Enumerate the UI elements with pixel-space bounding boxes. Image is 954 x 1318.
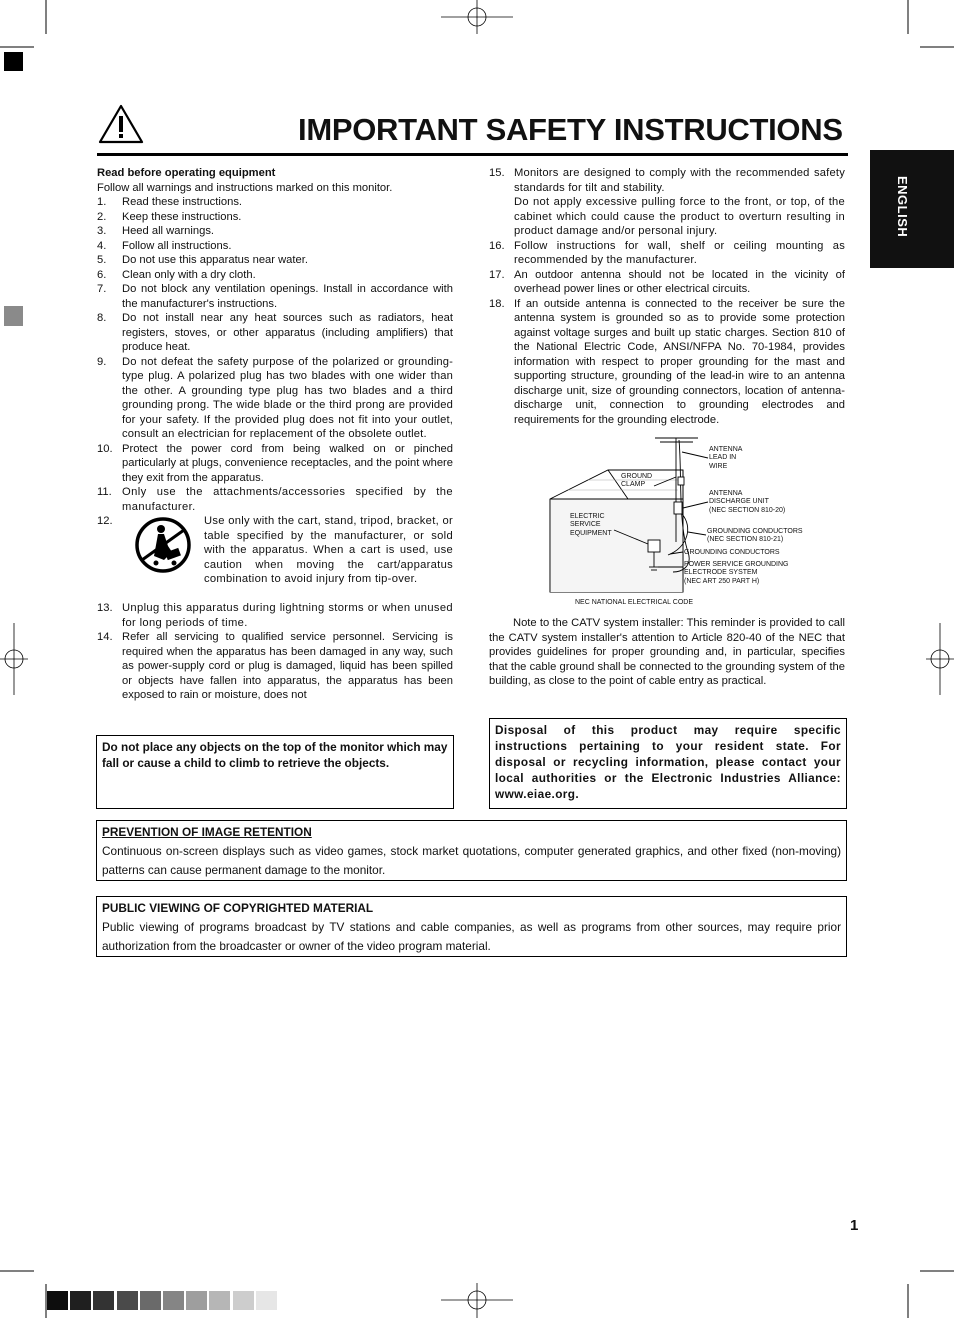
item-number: 8. xyxy=(97,312,107,324)
item-text: Monitors are designed to comply with the recommended safety standards for tilt and stability. xyxy=(514,167,845,194)
label-nec: NEC NATIONAL ELECTRICAL CODE xyxy=(575,599,693,606)
page-number: 1 xyxy=(850,1217,859,1234)
label-line: GROUNDING CONDUCTORS xyxy=(707,528,803,535)
list-item xyxy=(97,355,453,442)
language-tab-label: ENGLISH xyxy=(895,176,910,238)
item-number: 6. xyxy=(97,268,107,281)
color-swatch xyxy=(140,1291,161,1310)
color-calibration-bar xyxy=(47,1291,279,1310)
item-number: 11. xyxy=(97,486,112,498)
label-line: DISCHARGE UNIT xyxy=(709,498,769,506)
label-line: (NEC SECTION 810-20) xyxy=(709,506,786,514)
label-line: SERVICE xyxy=(570,521,601,529)
public-viewing-body: Public viewing of programs broadcast by TV stations and cable companies, as well as programs from other sources, may require prior authorization from the broadcaster or owner of the video program material. xyxy=(102,920,841,953)
item-text: If an outside antenna is connected to the receiver be sure the antenna system is grounded so as to provide some protection against voltage surges and built up static charges. Section 810 of the National Electric Code, ANSI/NFPA No. 70-1984, provides information with respect to proper grounding for the mast and supporting structure, grounding of the lead-in wire to an antenna discharge unit, size of grounding connectors, location of antenna-discharge unit, connection to grounding electrodes and requirements for the grounding electrode. xyxy=(514,297,845,426)
label-line: ANTENNA xyxy=(709,490,743,497)
label-line: EQUIPMENT xyxy=(570,529,612,537)
warning-triangle-icon xyxy=(98,103,144,145)
label-line: (NEC SECTION 810-21) xyxy=(707,536,784,544)
public-viewing-title: PUBLIC VIEWING OF COPYRIGHTED MATERIAL xyxy=(102,901,374,915)
item-number: 17. xyxy=(489,268,505,281)
disposal-box xyxy=(489,718,847,809)
antenna-grounding-diagram xyxy=(548,432,848,612)
list-item xyxy=(97,253,453,268)
label-line: ANTENNA xyxy=(709,446,743,453)
color-swatch xyxy=(256,1291,277,1310)
section-heading: Read before operating equipment xyxy=(97,167,276,179)
objects-warning-box xyxy=(96,735,454,809)
list-item xyxy=(489,297,845,428)
page-title: IMPORTANT SAFETY INSTRUCTIONS xyxy=(298,112,843,147)
color-swatch xyxy=(163,1291,184,1310)
label-power-service-grounding xyxy=(684,561,789,586)
item-text: Heed all warnings. xyxy=(122,225,215,237)
label-line: WIRE xyxy=(709,462,728,470)
item-number: 1. xyxy=(97,196,107,208)
label-line: GROUNDING CONDUCTORS xyxy=(684,549,780,556)
image-retention-box xyxy=(96,820,847,881)
item-text: Clean only with a dry cloth. xyxy=(122,268,256,281)
list-item xyxy=(97,311,453,355)
title-rule xyxy=(97,153,848,156)
label-line: ELECTRIC xyxy=(570,513,605,520)
color-swatch xyxy=(233,1291,254,1310)
label-line: ELECTRODE SYSTEM xyxy=(684,569,758,577)
left-column xyxy=(97,166,453,703)
list-item xyxy=(97,282,453,311)
item-text: Do not use this apparatus near water. xyxy=(122,254,308,266)
item-number: 16. xyxy=(489,239,505,252)
item-number: 14. xyxy=(97,631,113,643)
item-text: Follow all instructions. xyxy=(122,239,232,252)
item-number: 18. xyxy=(489,297,505,310)
retention-title: PREVENTION OF IMAGE RETENTION xyxy=(102,825,312,839)
item-text: Use only with the cart, stand, tripod, bracket, or table specified by the manufacturer, or sold with the apparatus. When a cart is used, use caution when moving the cart/apparatus combination to avoid injury from tip-over. xyxy=(204,515,453,585)
list-item-cart xyxy=(97,514,453,601)
disposal-text: Disposal of this product may require specific instructions pertaining to your resident state. For disposal or recycling information, please contact your local authorities or the Electronic Industries Alliance: www.eiae.org. xyxy=(495,723,841,801)
item-number: 15. xyxy=(489,167,505,179)
list-item xyxy=(97,601,453,630)
list-item xyxy=(97,224,453,239)
color-swatch xyxy=(209,1291,230,1310)
list-item xyxy=(97,442,453,486)
color-swatch xyxy=(47,1291,68,1310)
item-text: Unplug this apparatus during lightning storms or when unused for long periods of time. xyxy=(122,602,453,629)
item-number: 12. xyxy=(97,515,113,527)
item-text-extra: Do not apply excessive pulling force to the front, or top, of the cabinet which could cause the product to overturn resulting in product damage and/or personal injury. xyxy=(514,196,845,237)
item-number: 4. xyxy=(97,239,107,252)
item-text-group xyxy=(514,166,845,239)
catv-note: Note to the CATV system installer: This reminder is provided to call the CATV system installer's attention to Article 820-40 of the NEC that provides guidelines for proper grounding and, in particular, specifies that the cable ground shall be connected to the grounding system of the building, as close to the point of cable entry as practical. xyxy=(489,617,845,687)
label-electric-service xyxy=(570,513,612,538)
label-line: GROUND xyxy=(621,473,653,480)
item-text: Do not block any ventilation openings. Install in accordance with the manufacturer's instructions. xyxy=(122,283,453,310)
objects-warning-text: Do not place any objects on the top of the monitor which may fall or cause a child to climb to retrieve the objects. xyxy=(102,740,448,770)
list-item xyxy=(489,166,845,239)
item-number: 9. xyxy=(97,355,107,368)
color-swatch xyxy=(70,1291,91,1310)
list-item xyxy=(97,485,453,514)
registration-crosshair-icon xyxy=(926,623,954,695)
right-column xyxy=(489,166,845,427)
list-item xyxy=(97,268,453,283)
registration-crosshair-icon xyxy=(0,623,28,695)
item-number: 5. xyxy=(97,254,107,266)
label-antenna xyxy=(709,446,742,471)
label-discharge-unit xyxy=(709,490,785,515)
registration-crosshair-icon xyxy=(441,1283,513,1318)
item-text: An outdoor antenna should not be located in the vicinity of overhead power lines or other electrical circuits. xyxy=(514,268,845,295)
registration-crosshair-icon xyxy=(441,0,513,36)
label-line: LEAD IN xyxy=(709,454,737,462)
color-swatch xyxy=(186,1291,207,1310)
item-number: 3. xyxy=(97,225,107,237)
label-line: POWER SERVICE GROUNDING xyxy=(684,561,789,568)
label-ground-clamp xyxy=(621,473,652,490)
item-text: Refer all servicing to qualified service personnel. Servicing is required when the apparatus has been damaged in any way, such as power-supply cord or plug is damaged, liquid has been spilled or objects have fallen into apparatus, the apparatus has been exposed to rain or moisture, does not xyxy=(122,631,453,701)
item-text: Do not install near any heat sources such as radiators, heat registers, stoves, or other apparatus (including amplifiers) that produce heat. xyxy=(122,312,453,353)
label-grounding-conductors-nec xyxy=(707,528,803,545)
item-number: 2. xyxy=(97,210,107,223)
public-viewing-box xyxy=(96,896,847,957)
item-number: 13. xyxy=(97,602,113,614)
language-tab xyxy=(870,150,954,268)
list-item xyxy=(97,210,453,225)
item-text: Only use the attachments/accessories specified by the manufacturer. xyxy=(122,486,453,513)
item-text: Protect the power cord from being walked on or pinched particularly at plugs, convenience receptacles, and the point where they exit from the apparatus. xyxy=(122,442,453,484)
item-number: 7. xyxy=(97,283,107,295)
list-item xyxy=(97,195,453,210)
list-item xyxy=(97,239,453,254)
item-text: Do not defeat the safety purpose of the polarized or grounding- type plug. A polarized plug has two blades with one wider than the other. A grounding type plug has two blades and a third grounding prong. The wide blade or the third prong are provided for your safety. If the provided plug does not fit into your outlet, consult an electrician for replacement of the obsolete outlet. xyxy=(122,355,453,440)
label-line: CLAMP xyxy=(621,481,646,489)
label-grounding-conductors xyxy=(684,549,780,557)
color-swatch xyxy=(117,1291,138,1310)
cart-tipover-warning-icon xyxy=(122,514,204,601)
retention-body: Continuous on-screen displays such as video games, stock market quotations, computer generated graphics, and other fixed (non-moving) patterns can cause permanent damage to the monitor. xyxy=(102,844,841,877)
list-item xyxy=(97,630,453,703)
item-text: Read these instructions. xyxy=(122,196,243,208)
intro-text: Follow all warnings and instructions marked on this monitor. xyxy=(97,181,393,194)
list-item xyxy=(489,268,845,297)
color-swatch xyxy=(93,1291,114,1310)
item-number: 10. xyxy=(97,442,113,455)
item-text: Keep these instructions. xyxy=(122,210,242,223)
list-item xyxy=(489,239,845,268)
item-text: Follow instructions for wall, shelf or ceiling mounting as recommended by the manufacturer. xyxy=(514,239,845,266)
label-line: (NEC ART 250 PART H) xyxy=(684,577,760,585)
